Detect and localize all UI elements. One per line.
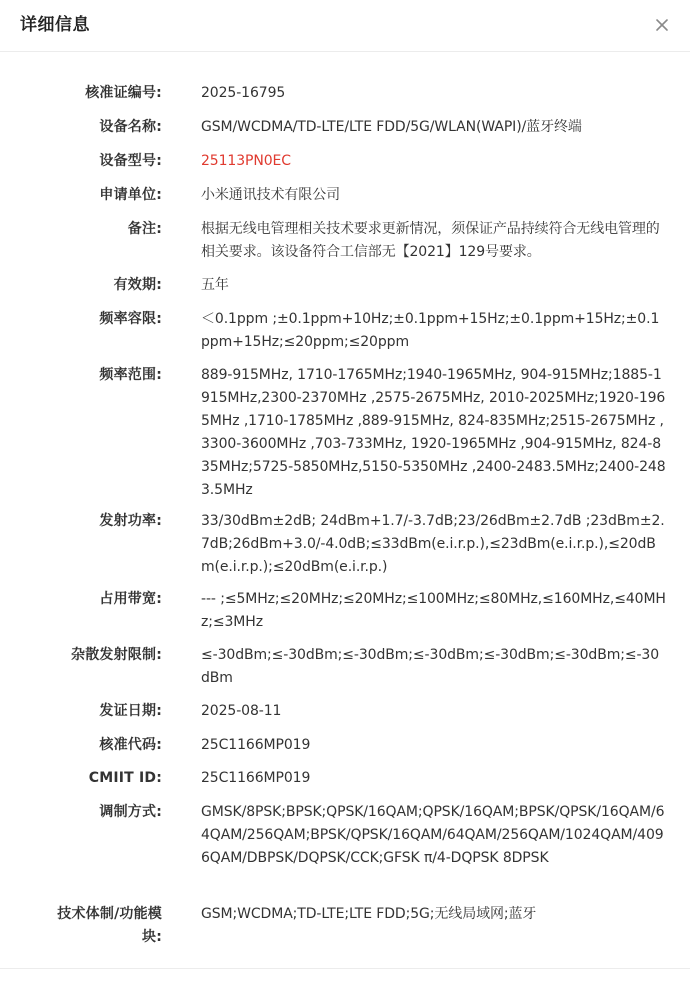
tech-system-value: GSM;WCDMA;TD-LTE;LTE FDD;5G;无线局域网;蓝牙 bbox=[201, 906, 537, 922]
spurious-emission-label: 杂散发射限制: bbox=[71, 647, 162, 663]
remarks-label: 备注: bbox=[127, 221, 162, 237]
spurious-emission-value: ≤-30dBm;≤-30dBm;≤-30dBm;≤-30dBm;≤-30dBm;≤-30dBm;≤-30dBm bbox=[201, 647, 660, 686]
close-icon[interactable] bbox=[652, 15, 672, 35]
dialog-title: 详细信息 bbox=[20, 15, 90, 35]
device-model-value: 25113PN0EC bbox=[201, 153, 291, 169]
dialog-header bbox=[0, 0, 690, 52]
approval-number-label: 核准证编号: bbox=[85, 85, 162, 101]
occupied-bandwidth-value: --- ;≤5MHz;≤20MHz;≤20MHz;≤100MHz;≤80MHz,≤160MHz,≤40MHz;≤3MHz bbox=[201, 591, 666, 630]
footer-divider bbox=[0, 968, 690, 969]
occupied-bandwidth-label: 占用带宽: bbox=[99, 591, 162, 607]
frequency-range-label: 频率范围: bbox=[99, 367, 162, 383]
transmit-power-label: 发射功率: bbox=[99, 513, 162, 529]
approval-number-value: 2025-16795 bbox=[201, 85, 286, 101]
modulation-value: GMSK/8PSK;BPSK;QPSK/16QAM;QPSK/16QAM;BPSK/QPSK/16QAM/64QAM/256QAM;BPSK/QPSK/16QAM/64QAM/256QAM/1024QAM/4096QAM/DBPSK/DQPSK/CCK;GFSK π/4-DQPSK 8DPSK bbox=[201, 804, 665, 866]
device-model-label: 设备型号: bbox=[99, 153, 162, 169]
transmit-power-value: 33/30dBm±2dB; 24dBm+1.7/-3.7dB;23/26dBm±2.7dB ;23dBm±2.7dB;26dBm+3.0/-4.0dB;≤33dBm(e.i.r.p.),≤23dBm(e.i.r.p.),≤20dBm(e.i.r.p.);≤20dBm(e.i.r.p.) bbox=[201, 513, 665, 575]
frequency-tolerance-value: ＜0.1ppm ;±0.1ppm+10Hz;±0.1ppm+15Hz;±0.1ppm+15Hz;±0.1ppm+15Hz;≤20ppm;≤20ppm bbox=[201, 311, 660, 350]
frequency-range-value: 889-915MHz, 1710-1765MHz;1940-1965MHz, 904-915MHz;1885-1915MHz,2300-2370MHz ,2575-2675MHz, 2010-2025MHz;1920-1965MHz ,1710-1785MHz ,889-915MHz, 824-835MHz;2515-2675MHz ,3300-3600MHz ,703-733MHz, 1920-1965MHz ,904-915MHz, 824-835MHz;5725-5850MHz,5150-5350MHz ,2400-2483.5MHz;2400-2483.5MHz bbox=[201, 367, 666, 498]
approval-code-value: 25C1166MP019 bbox=[201, 737, 311, 753]
cmiit-id-value: 25C1166MP019 bbox=[201, 770, 311, 786]
applicant-label: 申请单位: bbox=[99, 187, 162, 203]
device-name-label: 设备名称: bbox=[99, 119, 162, 135]
device-name-value: GSM/WCDMA/TD-LTE/LTE FDD/5G/WLAN(WAPI)/蓝牙终端 bbox=[201, 119, 582, 135]
cmiit-id-label: CMIIT ID: bbox=[88, 770, 162, 786]
remarks-value: 根据无线电管理相关技术要求更新情况，须保证产品持续符合无线电管理的相关要求。该设备符合工信部无【2021】129号要求。 bbox=[201, 221, 660, 260]
modulation-label: 调制方式: bbox=[99, 804, 162, 820]
frequency-tolerance-label: 频率容限: bbox=[99, 311, 162, 327]
applicant-value: 小米通讯技术有限公司 bbox=[201, 187, 340, 203]
issue-date-value: 2025-08-11 bbox=[201, 703, 282, 719]
approval-code-label: 核准代码: bbox=[99, 737, 162, 753]
validity-value: 五年 bbox=[201, 277, 229, 293]
validity-label: 有效期: bbox=[113, 277, 162, 293]
tech-system-label: 技术体制/功能模块: bbox=[57, 906, 162, 945]
issue-date-label: 发证日期: bbox=[99, 703, 162, 719]
